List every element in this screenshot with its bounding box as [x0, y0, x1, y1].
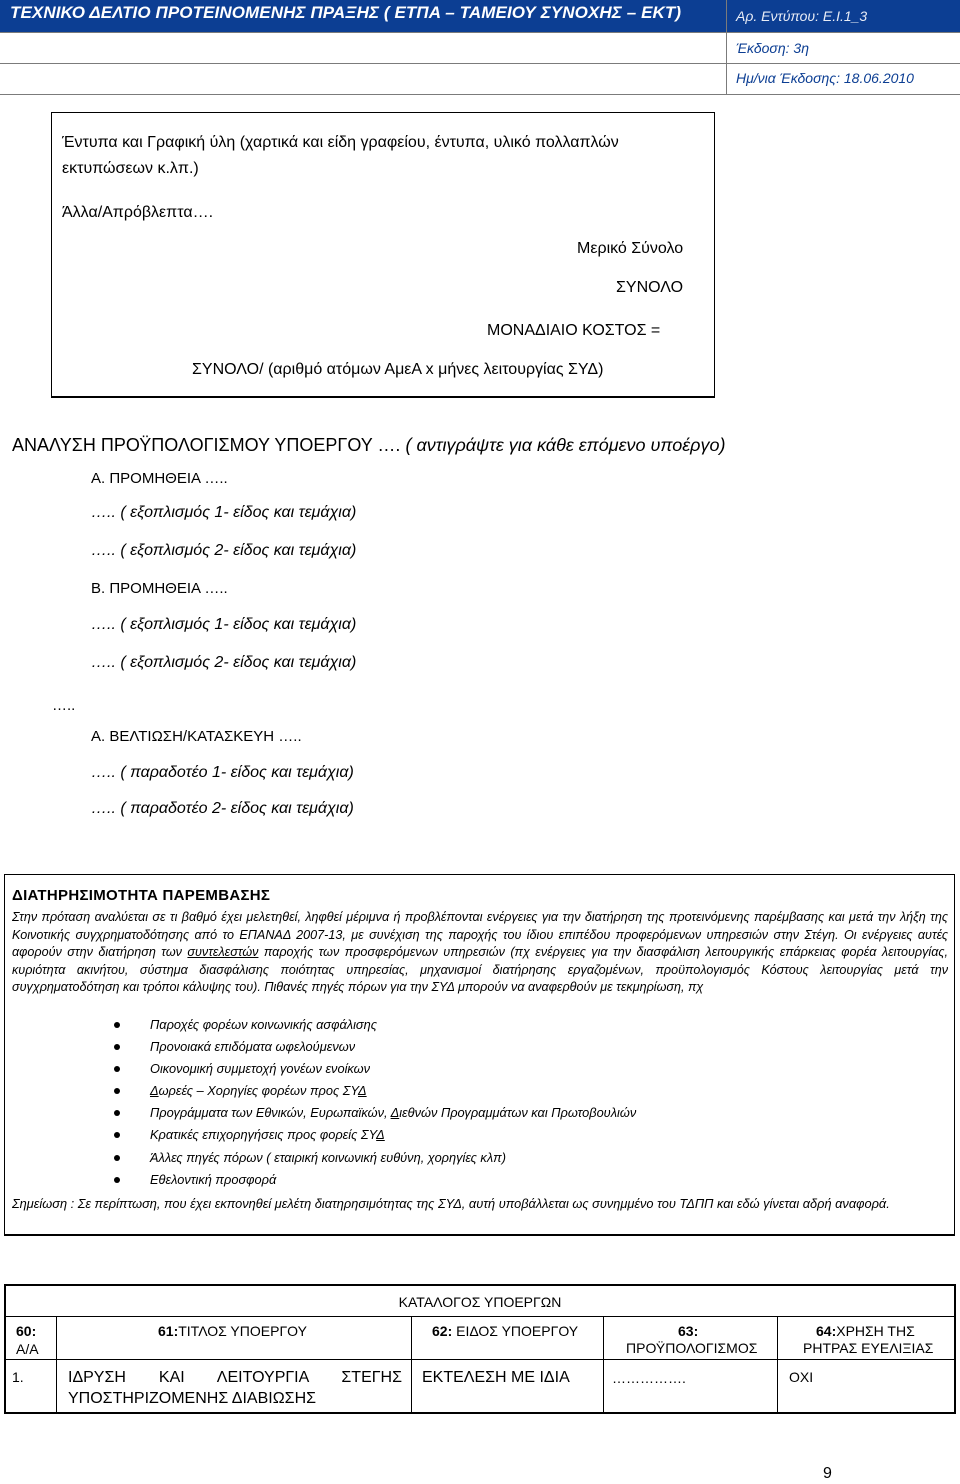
sustainability-note: Σημείωση : Σε περίπτωση, που έχει εκπονηθεί μελέτη διατηρησιμότητας της ΣΥΔ, αυτή υποβάλλεται ως συνημμένο του ΤΔΠΠ και εδώ γίνεται αδρή αναφορά. — [12, 1196, 890, 1211]
document-title: ΤΕΧΝΙΚΟ ΔΕΛΤΙΟ ΠΡΟΤΕΙΝΟΜΕΝΗΣ ΠΡΑΞΗΣ ( ΕΤΠΑ – ΤΑΜΕΙΟΥ ΣΥΝΟΧΗΣ – ΕΚΤ) — [10, 3, 682, 22]
total-label: ΣΥΝΟΛΟ — [616, 279, 684, 296]
catalogue-title: ΚΑΤΑΛΟΓΟΣ ΥΠΟΕΡΓΩΝ — [398, 1294, 562, 1310]
bullet-icon — [114, 1022, 120, 1028]
bullet-icon — [114, 1132, 120, 1138]
construction-item-1: ….. ( παραδοτέο 1- είδος και τεμάχια) — [91, 764, 354, 781]
funding-sources-list — [114, 1016, 636, 1193]
supply-b-item-2: ….. ( εξοπλισμός 2- είδος και τεμάχια) — [91, 654, 357, 671]
sustainability-title: ΔΙΑΤΗΡΗΣΙΜΟΤΗΤΑ ΠΑΡΕΜΒΑΣΗΣ — [12, 887, 271, 904]
supply-a-item-1: ….. ( εξοπλισμός 1- είδος και τεμάχια) — [91, 504, 357, 521]
supply-b-item-1: ….. ( εξοπλισμός 1- είδος και τεμάχια) — [91, 616, 357, 633]
col-60-header: 60: — [16, 1323, 37, 1339]
subproject-budget: ……………. — [612, 1370, 686, 1386]
flexibility-clause: ΟΧΙ — [789, 1369, 814, 1385]
list-item: Οικονομική συμμετοχή γονέων ενοίκων — [114, 1060, 636, 1082]
bullet-icon — [114, 1088, 120, 1094]
list-item: Δωρεές – Χορηγίες φορέων προς ΣΥΔ — [114, 1082, 636, 1104]
subproject-title-line1: ΙΔΡΥΣΗ ΚΑΙ ΛΕΙΤΟΥΡΓΙΑ ΣΤΕΓΗΣ — [68, 1369, 402, 1386]
printed-matter-line1: Έντυπα και Γραφική ύλη (χαρτικά και είδη γραφείου, έντυπα, υλικό πολλαπλών — [62, 134, 619, 151]
supply-a-heading: Α. ΠΡΟΜΗΘΕΙΑ ….. — [91, 470, 228, 487]
list-item: Εθελοντική προσφορά — [114, 1171, 636, 1193]
subtotal-label: Μερικό Σύνολο — [577, 240, 684, 257]
other-unforeseen: Άλλα/Απρόβλεπτα…. — [62, 204, 214, 221]
col-63-header: 63: — [678, 1323, 699, 1339]
col-60-label: Α/Α — [16, 1341, 39, 1357]
form-number: Αρ. Εντύπου: Ε.Ι.1_3 — [736, 8, 868, 24]
bullet-icon — [114, 1066, 120, 1072]
construction-heading: Α. ΒΕΛΤΙΩΣΗ/ΚΑΤΑΣΚΕΥΗ ….. — [91, 728, 302, 745]
header-divider — [726, 0, 727, 95]
bullet-icon — [114, 1044, 120, 1050]
sustainability-paragraph: Στην πρόταση αναλύεται σε τι βαθμό έχει μελετηθεί, ληφθεί μέριμνα ή προβλέπονται ενέργειες για την διατήρηση της προτεινόμενης παρέμβασης και μετά την λήξη της Κοινοτικής συγχρηματοδότησης από το ΕΠΑΝΑΔ 2007-13, με συνέχιση της παροχής του ίδιου επιπέδου προφερόμενων υπηρεσιών στην Στέγη. Οι ενέργειες αυτές αφορούν στην διατήρηση των συντελεστών παροχής των προσφερόμενων υπηρεσιών (πχ ενέργειες για την διασφάλιση λειτουργικής επάρκειας φορέα λειτουργίας, κυριότητα ακινήτου, σύστημα διασφάλισης ποιότητας υπηρεσίας, μηχανισμοί διατήρησης εργαζομένων, προϋπολογισμός Κόστους λειτουργίας μετά την συγχρηματοδότηση και τρόποι κάλυψης του). Πιθανές πηγές πόρων για την ΣΥΔ μπορούν να αναφερθούν με τεκμηρίωση, πχ — [12, 910, 948, 994]
list-item: Άλλες πηγές πόρων ( εταιρική κοινωνική ευθύνη, χορηγίες κλπ) — [114, 1149, 636, 1171]
ellipsis-marker: ….. — [52, 697, 76, 714]
list-item: Παροχές φορέων κοινωνικής ασφάλισης — [114, 1016, 636, 1038]
header-meta — [0, 0, 960, 95]
col-63-label: ΠΡΟΫΠΟΛΟΓΙΣΜΟΣ — [626, 1340, 758, 1356]
construction-item-2: ….. ( παραδοτέο 2- είδος και τεμάχια) — [91, 800, 354, 817]
unit-cost-label: ΜΟΝΑΔΙΑΙΟ ΚΟΣΤΟΣ = — [487, 322, 661, 339]
page-number: 9 — [823, 1465, 832, 1482]
edition: Έκδοση: 3η — [736, 40, 809, 56]
col-64-header: 64:ΧΡΗΣΗ ΤΗΣ — [816, 1323, 915, 1339]
bullet-icon — [114, 1110, 120, 1116]
row-number: 1. — [12, 1369, 24, 1385]
subproject-type: ΕΚΤΕΛΕΣΗ ΜΕ ΙΔΙΑ — [422, 1369, 570, 1386]
list-item: Προνοιακά επιδόματα ωφελούμενων — [114, 1038, 636, 1060]
budget-analysis-heading: ΑΝΑΛΥΣΗ ΠΡΟΫΠΟΛΟΓΙΣΜΟΥ ΥΠΟΕΡΓΟΥ …. ( αντιγράψτε για κάθε επόμενο υποέργο) — [12, 435, 726, 455]
printed-matter-line2: εκτυπώσεων κ.λπ.) — [62, 160, 199, 177]
bullet-icon — [114, 1155, 120, 1161]
col-64-label: ΡΗΤΡΑΣ ΕΥΕΛΙΞΙΑΣ — [803, 1340, 934, 1356]
supply-b-heading: Β. ΠΡΟΜΗΘΕΙΑ ….. — [91, 580, 228, 597]
supply-a-item-2: ….. ( εξοπλισμός 2- είδος και τεμάχια) — [91, 542, 357, 559]
unit-cost-formula: ΣΥΝΟΛΟ/ (αριθμό ατόμων ΑμεΑ x μήνες λειτουργίας ΣΥΔ) — [192, 361, 604, 378]
list-item: Προγράμματα των Εθνικών, Ευρωπαϊκών, Διεθνών Προγραμμάτων και Πρωτοβουλιών — [114, 1104, 636, 1126]
col-61-header: 61:ΤΙΤΛΟΣ ΥΠΟΕΡΓΟΥ — [158, 1323, 307, 1339]
edition-date: Ημ/νια Έκδοσης: 18.06.2010 — [736, 70, 914, 86]
col-62-header: 62: ΕΙΔΟΣ ΥΠΟΕΡΓΟΥ — [432, 1323, 579, 1339]
bullet-icon — [114, 1177, 120, 1183]
subproject-title-line2: ΥΠΟΣΤΗΡΙΖΟΜΕΝΗΣ ΔΙΑΒΙΩΣΗΣ — [68, 1390, 317, 1407]
list-item: Κρατικές επιχορηγήσεις προς φορείς ΣΥΔ — [114, 1126, 636, 1148]
